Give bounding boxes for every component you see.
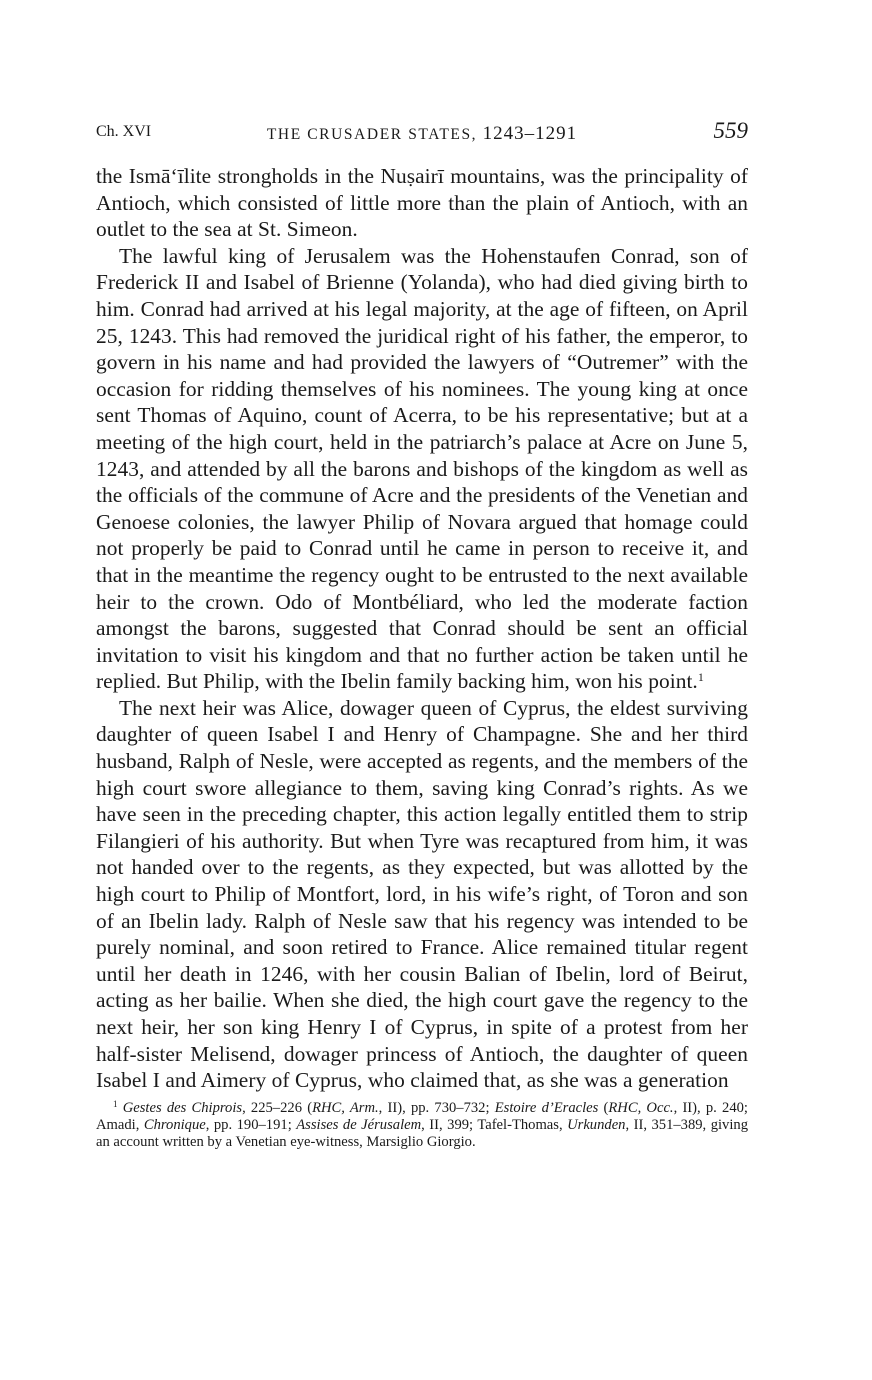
paragraph-1 bbox=[96, 163, 748, 243]
footnote-reference[interactable]: 1 bbox=[697, 670, 704, 685]
footnote-segment: , 225–226 ( bbox=[242, 1099, 313, 1116]
paragraph-2 bbox=[96, 243, 748, 695]
footnote-segment: Assises de Jérusalem bbox=[296, 1116, 422, 1133]
footnote-text bbox=[96, 1100, 748, 1150]
book-page bbox=[96, 118, 748, 1151]
footnote-segment: Gestes des Chiprois bbox=[122, 1099, 243, 1116]
running-title-years: 1243–1291 bbox=[482, 123, 578, 144]
footnote-segment: , II, 399; Tafel-Thomas, bbox=[421, 1116, 568, 1133]
footnote-segment: , pp. 190–191; bbox=[205, 1116, 297, 1133]
running-title bbox=[96, 123, 748, 145]
footnote bbox=[96, 1100, 748, 1151]
body-text bbox=[96, 163, 748, 1094]
page-number: 559 bbox=[713, 118, 748, 143]
footnote-segment: , II), pp. 730–732; bbox=[378, 1099, 495, 1116]
chapter-label: Ch. XVI bbox=[96, 123, 152, 140]
footnote-segment: , II, 351–389, giving an account written by a Venetian eye-witness, Marsiglio Giorgio. bbox=[96, 1116, 748, 1150]
footnote-segment: , II), p. 240; Amadi, bbox=[96, 1099, 748, 1133]
footnote-segment: Estoire d’Eracles bbox=[494, 1099, 599, 1116]
running-head bbox=[96, 118, 748, 148]
footnote-segment: RHC, Occ. bbox=[608, 1099, 674, 1116]
paragraph-2-text: The lawful king of Jerusalem was the Hohenstaufen Conrad, son of Frederick II and Isabel of Brienne (Yolanda), who had died giving birth to him. Conrad had arrived at his legal majority, at the age of fifteen, on April 25, 1243. This had removed the juridical right of his father, the emperor, to govern in his name and had provided the lawyers of “Outremer” with the occasion for ridding themselves of his nominees. The young king at once sent Thomas of Aquino, count of Acerra, to be his representative; but at a meeting of the high court, held in the patriarch’s palace at Acre on June 5, 1243, and attended by all the barons and bishops of the kingdom as well as the officials of the commune of Acre and the presidents of the Venetian and Genoese colonies, the lawyer Philip of Novara argued that homage could not properly be paid to Conrad until he came in person to receive it, and that in the meantime the regency ought to be entrusted to the next available heir to the crown. Odo of Montbéliard, who led the moderate faction amongst the barons, suggested that Conrad should be sent an official invitation to visit his kingdom and that no further action be taken until he replied. But Philip, with the Ibelin family backing him, won his point. bbox=[96, 243, 748, 694]
footnote-segment: ( bbox=[598, 1099, 609, 1116]
running-title-text: THE CRUSADER STATES, bbox=[266, 126, 478, 143]
paragraph-1-text: the Ismā‘īlite strongholds in the Nuṣairī mountains, was the principality of Antioch, which consisted of little more than the plain of Antioch, with an outlet to the sea at St. Simeon. bbox=[96, 164, 748, 242]
footnote-segment: Chronique bbox=[143, 1116, 206, 1133]
footnote-segment: Urkunden bbox=[567, 1116, 626, 1133]
footnote-segment: RHC, Arm. bbox=[312, 1099, 379, 1116]
paragraph-3-text: The next heir was Alice, dowager queen of Cyprus, the eldest surviving daughter of queen Isabel I and Henry of Champagne. She and her third husband, Ralph of Nesle, were accepted as regents, and the members of the high court swore allegiance to them, saving king Conrad’s rights. As we have seen in the preceding chapter, this action legally entitled them to strip Filangieri of his authority. But when Tyre was recaptured from him, it was not handed over to the regents, as they expected, but was allotted by the high court to Philip of Montfort, lord, in his wife’s right, of Toron and son of an Ibelin lady. Ralph of Nesle saw that his regency was intended to be purely nominal, and soon retired to France. Alice remained titular regent until her death in 1246, with her cousin Balian of Ibelin, lord of Beirut, acting as her bailie. When she died, the high court gave the regency to the next heir, her son king Henry I of Cyprus, in spite of a protest from her half-sister Melisend, dowager princess of Antioch, the daughter of queen Isabel I and Aimery of Cyprus, who claimed that, as she was a generation bbox=[96, 695, 748, 1093]
paragraph-3 bbox=[96, 695, 748, 1094]
footnote-number: 1 bbox=[113, 1098, 118, 1109]
